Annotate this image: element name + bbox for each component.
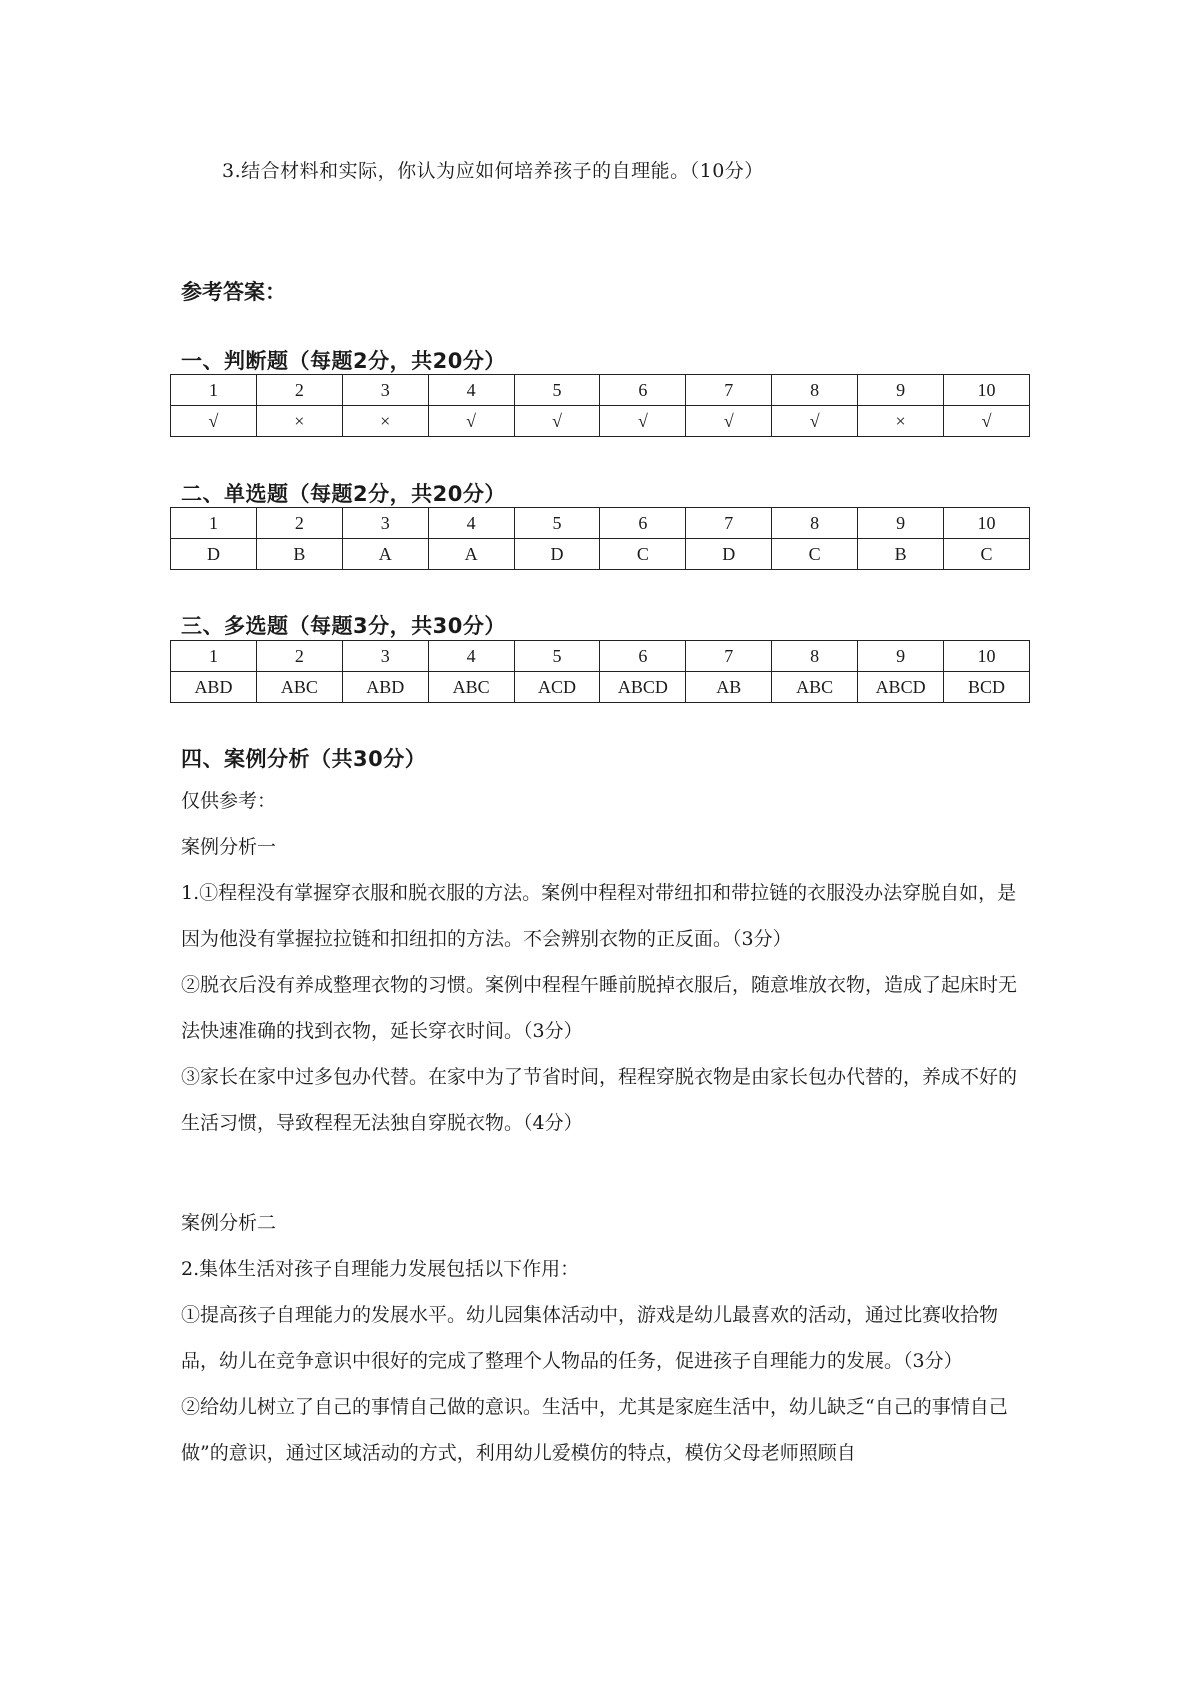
case-title: 案例分析一	[181, 836, 277, 858]
case-paragraph: ②脱衣后没有养成整理衣物的习惯。案例中程程午睡前脱掉衣服后，随意堆放衣物，造成了起床时无法快速准确的找到衣物，延长穿衣时间。（3分）	[181, 974, 1018, 1042]
table-cell: 5	[514, 375, 600, 406]
table-cell: 10	[944, 375, 1030, 406]
table-cell: 4	[428, 508, 514, 539]
table-cell: ABD	[171, 672, 257, 703]
table-cell: ABCD	[858, 672, 944, 703]
table-cell: 6	[600, 508, 686, 539]
table-cell: A	[428, 539, 514, 570]
table-cell: 3	[342, 375, 428, 406]
for-reference-note: 仅供参考：	[181, 790, 277, 812]
table-cell: 10	[944, 508, 1030, 539]
table-cell: ABC	[772, 672, 858, 703]
case-paragraph: ③家长在家中过多包办代替。在家中为了节省时间，程程穿脱衣物是由家长包办代替的，养成不好的生活习惯，导致程程无法独自穿脱衣物。（4分）	[181, 1066, 1018, 1134]
table-cell: C	[944, 539, 1030, 570]
table-row-answers	[171, 406, 1030, 437]
case-paragraph: ②给幼儿树立了自己的事情自己做的意识。生活中，尤其是家庭生活中，幼儿缺乏“自己的事情自己做”的意识，通过区域活动的方式，利用幼儿爱模仿的特点，模仿父母老师照顾自	[181, 1396, 1008, 1464]
table-cell: 6	[600, 375, 686, 406]
table-cell: ABD	[342, 672, 428, 703]
multiple-choice-answer-table	[170, 640, 1030, 703]
case-paragraph: 2.集体生活对孩子自理能力发展包括以下作用：	[181, 1258, 580, 1280]
table-cell: BCD	[944, 672, 1030, 703]
table-cell: D	[514, 539, 600, 570]
answers-heading: 参考答案：	[181, 280, 286, 304]
table-cell: 2	[256, 641, 342, 672]
question-3: 3.结合材料和实际，你认为应如何培养孩子的自理能。（10分）	[222, 160, 764, 182]
table-cell: √	[514, 406, 600, 437]
case-analysis-2	[181, 1200, 1021, 1476]
case-paragraph: ①提高孩子自理能力的发展水平。幼儿园集体活动中，游戏是幼儿最喜欢的活动，通过比赛收拾物品，幼儿在竞争意识中很好的完成了整理个人物品的任务，促进孩子自理能力的发展。（3分）	[181, 1304, 999, 1372]
case-paragraph: 1.①程程没有掌握穿衣服和脱衣服的方法。案例中程程对带纽扣和带拉链的衣服没办法穿脱自如，是因为他没有掌握拉拉链和扣纽扣的方法。不会辨别衣物的正反面。（3分）	[181, 882, 1017, 950]
table-cell: √	[686, 406, 772, 437]
table-cell: √	[772, 406, 858, 437]
table-cell: 5	[514, 641, 600, 672]
case-title: 案例分析二	[181, 1212, 277, 1234]
table-cell: 9	[858, 375, 944, 406]
table-cell: 1	[171, 508, 257, 539]
table-cell: 7	[686, 508, 772, 539]
table-cell: D	[171, 539, 257, 570]
table-row-numbers	[171, 375, 1030, 406]
table-cell: 1	[171, 641, 257, 672]
table-cell: C	[772, 539, 858, 570]
table-cell: 7	[686, 375, 772, 406]
section-2-heading: 二、单选题（每题2分，共20分）	[181, 482, 506, 506]
table-cell: 4	[428, 375, 514, 406]
table-cell: √	[171, 406, 257, 437]
table-cell: 10	[944, 641, 1030, 672]
case-analysis-1	[181, 824, 1021, 1146]
section-1-heading: 一、判断题（每题2分，共20分）	[181, 349, 506, 373]
true-false-answer-table	[170, 374, 1030, 437]
table-cell: ACD	[514, 672, 600, 703]
table-cell: B	[858, 539, 944, 570]
table-cell: 8	[772, 508, 858, 539]
table-cell: 3	[342, 641, 428, 672]
table-cell: AB	[686, 672, 772, 703]
table-cell: 1	[171, 375, 257, 406]
table-row-answers	[171, 539, 1030, 570]
single-choice-answer-table	[170, 507, 1030, 570]
table-cell: ×	[342, 406, 428, 437]
table-cell: D	[686, 539, 772, 570]
table-cell: 9	[858, 641, 944, 672]
table-row-numbers	[171, 641, 1030, 672]
section-3-heading: 三、多选题（每题3分，共30分）	[181, 614, 506, 638]
table-row-numbers	[171, 508, 1030, 539]
table-cell: 3	[342, 508, 428, 539]
table-cell: 9	[858, 508, 944, 539]
table-cell: √	[600, 406, 686, 437]
table-cell: 5	[514, 508, 600, 539]
table-cell: 6	[600, 641, 686, 672]
table-cell: C	[600, 539, 686, 570]
table-cell: ABCD	[600, 672, 686, 703]
table-cell: ×	[858, 406, 944, 437]
section-4-heading: 四、案例分析（共30分）	[181, 747, 427, 771]
table-cell: 2	[256, 375, 342, 406]
table-cell: B	[256, 539, 342, 570]
table-cell: √	[944, 406, 1030, 437]
table-row-answers	[171, 672, 1030, 703]
table-cell: ABC	[428, 672, 514, 703]
table-cell: ABC	[256, 672, 342, 703]
table-cell: A	[342, 539, 428, 570]
table-cell: 7	[686, 641, 772, 672]
table-cell: √	[428, 406, 514, 437]
table-cell: ×	[256, 406, 342, 437]
table-cell: 2	[256, 508, 342, 539]
table-cell: 8	[772, 375, 858, 406]
table-cell: 4	[428, 641, 514, 672]
table-cell: 8	[772, 641, 858, 672]
